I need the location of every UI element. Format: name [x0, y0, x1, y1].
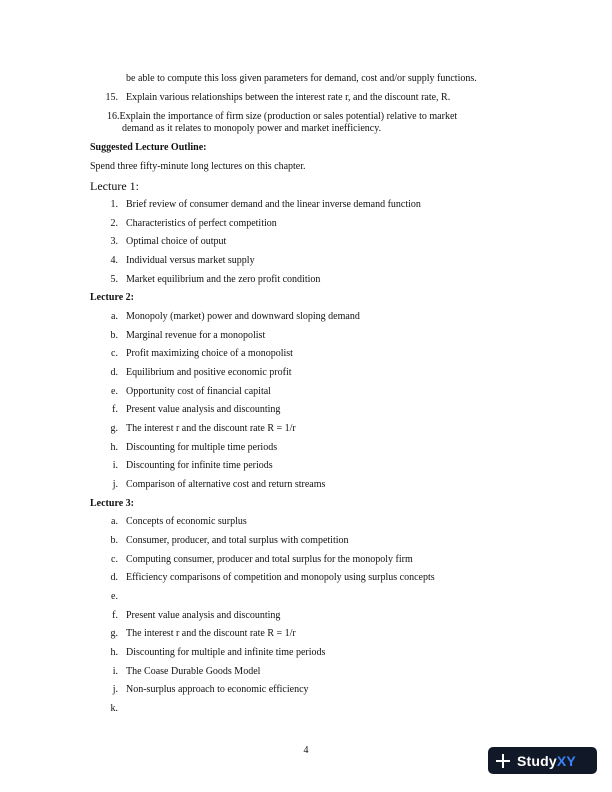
list-item: Brief review of consumer demand and the linear inverse demand function	[126, 199, 421, 210]
list-marker: 5.	[110, 274, 118, 285]
list-item: Present value analysis and discounting	[126, 610, 281, 621]
list-item: Non-surplus approach to economic efficiency	[126, 684, 309, 695]
list-item: Monopoly (market) power and downward sloping demand	[126, 311, 360, 322]
list-item: Consumer, producer, and total surplus with competition	[126, 535, 349, 546]
list-marker: 16.	[107, 111, 120, 122]
list-item: The interest r and the discount rate R = 1/r	[126, 423, 296, 434]
list-marker: e.	[111, 591, 118, 602]
list-marker: i.	[112, 666, 118, 677]
list-item: Marginal revenue for a monopolist	[126, 330, 266, 341]
lecture-3-title: Lecture 3:	[90, 498, 134, 509]
list-item: Concepts of economic surplus	[126, 516, 247, 527]
list-marker: e.	[111, 386, 118, 397]
list-item: Characteristics of perfect competition	[126, 218, 277, 229]
list-marker: g.	[110, 423, 118, 434]
list-marker: 2.	[110, 218, 118, 229]
list-marker: b.	[110, 535, 118, 546]
lecture-2-title: Lecture 2:	[90, 292, 134, 303]
list-item: Equilibrium and positive economic profit	[126, 367, 292, 378]
list-item: Efficiency comparisons of competition and monopoly using surplus concepts	[126, 572, 435, 583]
list-item: Discounting for infinite time periods	[126, 460, 273, 471]
outline-heading: Suggested Lecture Outline:	[90, 142, 207, 153]
list-marker: a.	[111, 311, 118, 322]
list-item: Discounting for multiple time periods	[126, 442, 278, 453]
objective-16-line-2: demand as it relates to monopoly power and market inefficiency.	[122, 123, 382, 134]
list-item: Opportunity cost of financial capital	[126, 386, 271, 397]
list-marker: k.	[110, 703, 118, 714]
list-marker: d.	[110, 367, 118, 378]
list-item: Individual versus market supply	[126, 255, 255, 266]
list-marker: g.	[110, 628, 118, 639]
brand-prefix: Study	[517, 752, 557, 769]
list-marker: f.	[112, 610, 118, 621]
brand-accent: XY	[556, 752, 576, 769]
list-item: Market equilibrium and the zero profit condition	[126, 274, 321, 285]
list-item: The interest r and the discount rate R = 1/r	[126, 628, 296, 639]
list-item: Discounting for multiple and infinite time periods	[126, 647, 326, 658]
list-marker: c.	[111, 348, 118, 359]
list-marker: 3.	[110, 236, 118, 247]
list-item: Comparison of alternative cost and return streams	[126, 479, 326, 490]
list-item: Profit maximizing choice of a monopolist	[126, 348, 293, 359]
list-item: The Coase Durable Goods Model	[126, 666, 261, 677]
list-marker: 1.	[110, 199, 118, 210]
objective-16-line-1: Explain the importance of firm size (production or sales potential) relative to market	[119, 111, 458, 122]
objective-16	[107, 111, 457, 123]
list-item: Optimal choice of output	[126, 236, 227, 247]
brand-wordmark	[517, 753, 576, 769]
lecture-1-title: Lecture 1:	[90, 179, 139, 193]
list-marker: j.	[112, 479, 118, 490]
list-item: Computing consumer, producer and total surplus for the monopoly firm	[126, 554, 413, 565]
page-number: 4	[303, 745, 309, 756]
plus-icon	[495, 753, 511, 769]
list-marker: d.	[110, 572, 118, 583]
list-marker: b.	[110, 330, 118, 341]
list-marker: h.	[110, 442, 118, 453]
studyxy-logo[interactable]	[488, 747, 597, 774]
objective-15: Explain various relationships between the interest rate r, and the discount rate, R.	[126, 92, 451, 103]
list-marker: h.	[110, 647, 118, 658]
list-marker: j.	[112, 684, 118, 695]
list-item: Present value analysis and discounting	[126, 404, 281, 415]
list-marker: 4.	[110, 255, 118, 266]
continuation-line: be able to compute this loss given parameters for demand, cost and/or supply functions.	[126, 73, 477, 84]
outline-description: Spend three fifty-minute long lectures on this chapter.	[90, 161, 306, 172]
list-marker: a.	[111, 516, 118, 527]
list-marker: i.	[112, 460, 118, 471]
list-marker: f.	[112, 404, 118, 415]
list-marker: 15.	[105, 92, 118, 103]
list-marker: c.	[111, 554, 118, 565]
